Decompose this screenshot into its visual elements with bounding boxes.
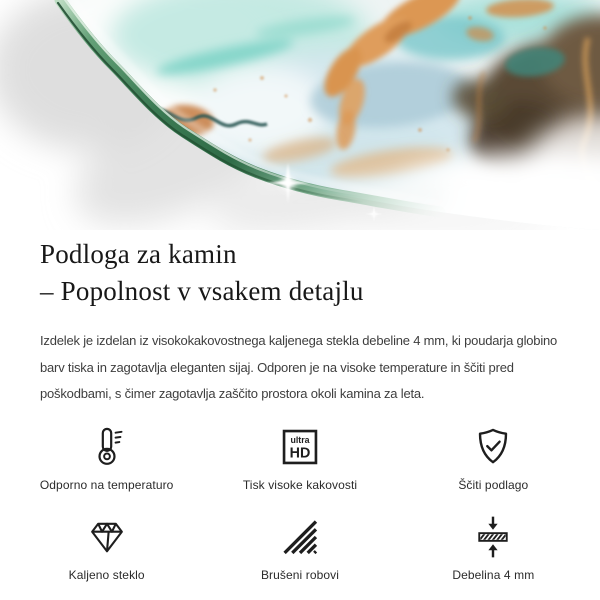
page-title (40, 236, 560, 310)
feature-label: Ščiti podlago (458, 477, 529, 492)
feature-beveled-edges (203, 514, 396, 582)
feature-print-quality (203, 424, 396, 492)
feature-label: Tisk visoke kakovosti (242, 477, 358, 492)
ultra-hd-icon-text-top: ultra (290, 434, 310, 445)
title-line-1: Podloga za kamin (40, 239, 237, 269)
ultra-hd-icon-text-bottom: HD (289, 445, 311, 462)
thermometer-icon (85, 424, 129, 470)
ultra-hd-icon (278, 424, 322, 470)
feature-label: Odporno na temperaturo (39, 477, 174, 492)
feature-grid (10, 424, 590, 582)
shield-check-icon (471, 424, 515, 470)
feature-label: Kaljeno steklo (68, 567, 145, 582)
product-info-section (0, 236, 600, 408)
beveled-edges-icon (278, 514, 322, 560)
diamond-icon (85, 514, 129, 560)
product-description: Izdelek je izdelan iz visokokakovostnega kaljenega stekla debeline 4 mm, ki poudarja globino barv tiska in zagotavlja eleganten sijaj. Odporen je na visoke temperature in ščiti pred poškodbami, s čimer zagotavlja zaščito prostora okoli kamina za leta. (40, 333, 558, 402)
feature-label: Debelina 4 mm (452, 567, 535, 582)
feature-label: Brušeni robovi (260, 567, 340, 582)
title-line-2: – Popolnost v vsakem detajlu (40, 276, 364, 306)
feature-temperature (10, 424, 203, 492)
feature-tempered-glass (10, 514, 203, 582)
feature-thickness (397, 514, 590, 582)
thickness-icon (471, 514, 515, 560)
product-image-section (0, 0, 600, 230)
product-photo (0, 0, 600, 230)
feature-protection (397, 424, 590, 492)
